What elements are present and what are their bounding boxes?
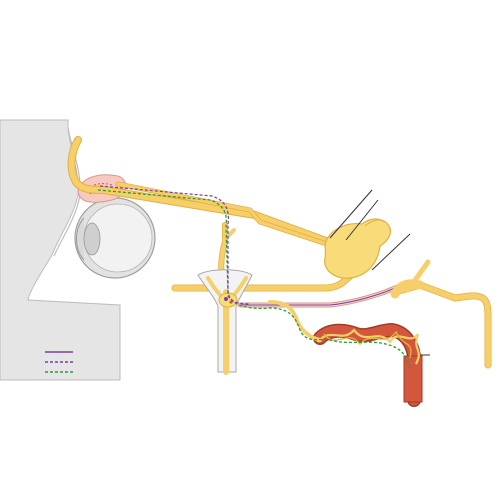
pterygopalatine-ganglion xyxy=(198,270,252,372)
deep-petrosal-nerve xyxy=(270,302,320,340)
eyeball xyxy=(75,198,155,278)
internal-carotid-artery xyxy=(318,330,422,402)
trigeminal-ganglion xyxy=(325,219,391,278)
eye-lens xyxy=(84,223,100,255)
ganglion-body xyxy=(219,293,237,307)
